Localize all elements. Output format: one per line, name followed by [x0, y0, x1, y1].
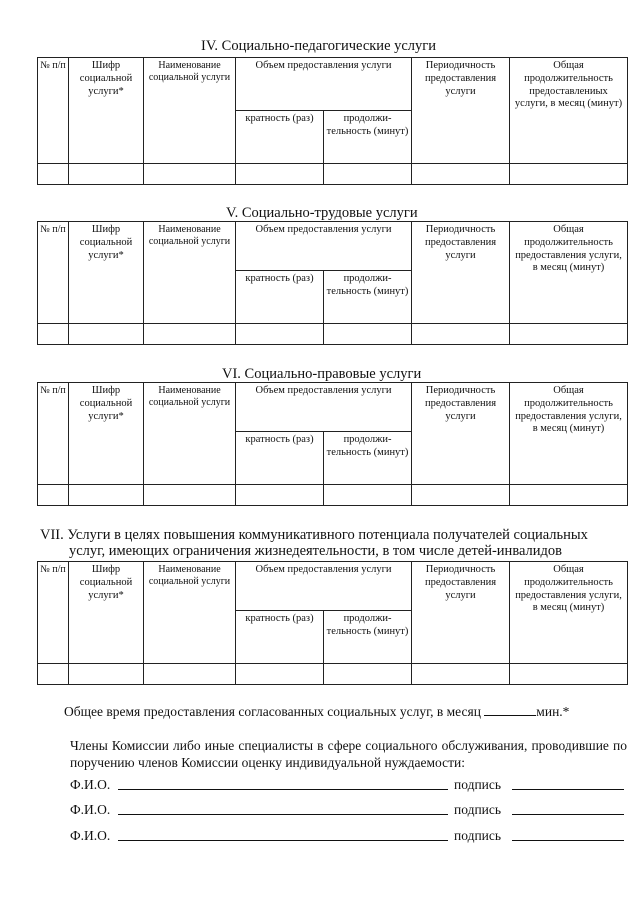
header-name: Наименование социальной услуги [144, 562, 236, 664]
signature-label: подпись [454, 802, 502, 817]
table-row [38, 485, 628, 506]
header-periodicity: Периодичность предоставления услуги [412, 58, 510, 164]
total-time-line [64, 704, 569, 720]
signature-label: подпись [454, 828, 502, 843]
signature-row [70, 826, 627, 844]
signature-field[interactable] [512, 839, 624, 841]
header-periodicity: Периодичность предоставления услуги [412, 562, 510, 664]
services-table-iv [37, 57, 628, 185]
header-volume: Объем предоставления услуги [236, 562, 412, 611]
header-volume: Объем предоставления услуги [236, 58, 412, 111]
section-title-v: V. Социально-трудовые услуги [226, 205, 418, 221]
fio-field[interactable] [118, 788, 448, 790]
section-title-iv: IV. Социально-педагогические услуги [201, 38, 437, 54]
header-num: № п/п [38, 562, 69, 664]
header-name: Наименование социальной услуги [144, 58, 236, 164]
header-total: Общая продолжительность предоставлениых услуги, в месяц (минут) [510, 58, 628, 164]
header-duration: продолжи-тельность (минут) [324, 432, 412, 485]
table-row [38, 324, 628, 345]
fio-field[interactable] [118, 813, 448, 815]
header-num: № п/п [38, 58, 69, 164]
signature-row [70, 775, 627, 793]
signature-label: подпись [454, 777, 502, 792]
signature-field[interactable] [512, 813, 624, 815]
section-title-vi: VI. Социально-правовые услуги [222, 366, 422, 382]
commission-text: Члены Комиссии либо иные специалисты в сфере социального обслуживания, проводившие по поручению членов Комиссии оценку индивидуальной нуждаемости: [70, 738, 627, 770]
header-num: № п/п [38, 383, 69, 485]
header-volume: Объем предоставления услуги [236, 222, 412, 271]
header-duration: продолжи-тельность (минут) [324, 271, 412, 324]
total-time-field[interactable] [484, 715, 536, 716]
header-frequency: кратность (раз) [236, 611, 324, 664]
header-total: Общая продолжительность предоставления услуги, в месяц (минут) [510, 562, 628, 664]
header-duration: продолжи-тельность (минут) [324, 111, 412, 164]
header-frequency: кратность (раз) [236, 432, 324, 485]
fio-label: Ф.И.О. [70, 777, 111, 792]
table-row [38, 664, 628, 685]
fio-label: Ф.И.О. [70, 828, 111, 843]
total-time-unit: мин.* [536, 704, 570, 719]
fio-label: Ф.И.О. [70, 802, 111, 817]
header-frequency: кратность (раз) [236, 271, 324, 324]
total-time-label: Общее время предоставления согласованных социальных услуг, в месяц [64, 704, 481, 719]
header-periodicity: Периодичность предоставления услуги [412, 222, 510, 324]
header-code: Шифр социальной услуги* [69, 562, 144, 664]
signature-row [70, 800, 627, 818]
header-total: Общая продолжительность предоставления услуги, в месяц (минут) [510, 222, 628, 324]
section-title-vii-line2: услуг, имеющих ограничения жизнедеятельности, в том числе детей-инвалидов [69, 543, 563, 559]
header-name: Наименование социальной услуги [144, 383, 236, 485]
services-table-v [37, 221, 628, 345]
services-table-vii [37, 561, 628, 685]
fio-field[interactable] [118, 839, 448, 841]
header-name: Наименование социальной услуги [144, 222, 236, 324]
signature-field[interactable] [512, 788, 624, 790]
header-duration: продолжи-тельность (минут) [324, 611, 412, 664]
services-table-vi [37, 382, 628, 506]
header-code: Шифр социальной услуги* [69, 58, 144, 164]
header-num: № п/п [38, 222, 69, 324]
header-periodicity: Периодичность предоставления услуги [412, 383, 510, 485]
section-title-vii-line1: VII. Услуги в целях повышения коммуникативного потенциала получателей социальных [40, 527, 588, 543]
header-frequency: кратность (раз) [236, 111, 324, 164]
header-code: Шифр социальной услуги* [69, 383, 144, 485]
header-code: Шифр социальной услуги* [69, 222, 144, 324]
header-total: Общая продолжительность предоставления услуги, в месяц (минут) [510, 383, 628, 485]
header-volume: Объем предоставления услуги [236, 383, 412, 432]
table-row [38, 164, 628, 185]
